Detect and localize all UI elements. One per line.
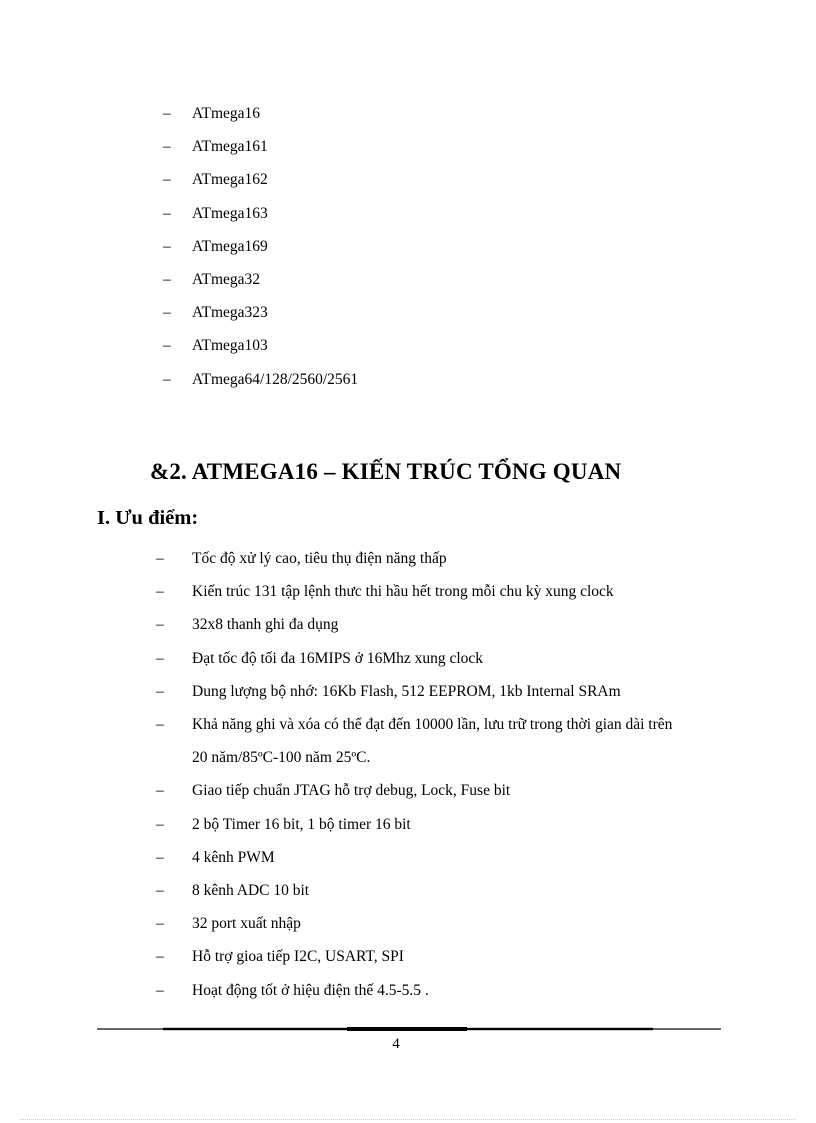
list-bullet-dash: – [156, 815, 164, 833]
list-item-text: ATmega323 [192, 304, 268, 322]
chip-model-item [0, 234, 816, 267]
list-bullet-dash: – [156, 981, 164, 999]
chip-model-item [0, 333, 816, 366]
list-item-text: 32x8 thanh ghi đa dụng [192, 616, 339, 634]
advantage-item [0, 542, 816, 575]
advantage-item [0, 841, 816, 874]
chip-model-item [0, 167, 816, 200]
list-bullet-dash: – [163, 171, 171, 189]
list-item-text: ATmega16 [192, 105, 261, 122]
list-item-text: ATmega64/128/2560/2561 [192, 370, 359, 388]
list-item-text: 32 port xuất nhập [192, 915, 301, 933]
chip-model-item [0, 300, 816, 333]
advantages-heading: I. Ưu điểm: [97, 507, 199, 529]
list-bullet-dash: – [163, 138, 171, 156]
advantage-item [0, 608, 816, 641]
list-item-text: Đạt tốc độ tối đa 16MIPS ở 16Mhz xung clock [192, 649, 484, 667]
list-item-text: ATmega169 [192, 237, 268, 255]
list-bullet-dash: – [156, 583, 164, 601]
list-item-text: ATmega162 [192, 171, 268, 189]
advantage-item [0, 708, 816, 774]
list-item-text: ATmega103 [192, 337, 268, 355]
advantage-item [0, 974, 816, 1007]
list-item-text: Hỗ trợ gioa tiếp I2C, USART, SPI [192, 948, 404, 966]
chip-model-item [0, 267, 816, 300]
list-bullet-dash: – [156, 716, 164, 734]
list-bullet-dash: – [156, 682, 164, 700]
advantage-item [0, 940, 816, 973]
page-edge-divider [20, 1119, 796, 1120]
list-bullet-dash: – [156, 649, 164, 667]
list-bullet-dash: – [156, 848, 164, 866]
page-number: 4 [392, 1036, 400, 1052]
section-title: &2. ATMEGA16 – KIẾN TRÚC TỔNG QUAN [150, 459, 622, 484]
chip-model-item [0, 367, 816, 400]
list-bullet-dash: – [163, 270, 171, 288]
list-bullet-dash: – [156, 882, 164, 900]
list-item-text: Kiến trúc 131 tập lệnh thưc thi hầu hết trong mỗi chu kỳ xung clock [192, 583, 614, 601]
list-item-text: 2 bộ Timer 16 bit, 1 bộ timer 16 bit [192, 815, 411, 833]
advantage-item [0, 774, 816, 807]
list-bullet-dash: – [156, 616, 164, 634]
list-item-text: Khả năng ghi và xóa có thể đạt đến 10000 lần, lưu trữ trong thời gian dài trên 20 năm/85ºC-100 năm 25ºC. [192, 716, 673, 767]
advantage-item [0, 808, 816, 841]
advantage-item [0, 874, 816, 907]
list-bullet-dash: – [156, 550, 164, 567]
list-item-text: Dung lượng bộ nhớ: 16Kb Flash, 512 EEPROM, 1kb Internal SRAm [192, 682, 621, 700]
list-bullet-dash: – [156, 948, 164, 966]
list-item-text: 8 kênh ADC 10 bit [192, 882, 310, 900]
list-bullet-dash: – [163, 337, 171, 355]
advantages-list [0, 542, 816, 1007]
list-item-text: ATmega161 [192, 138, 268, 156]
list-bullet-dash: – [163, 370, 171, 388]
list-item-text: 4 kênh PWM [192, 848, 275, 866]
chip-model-item [0, 134, 816, 167]
footer-rule [97, 1027, 721, 1031]
list-bullet-dash: – [156, 915, 164, 933]
advantage-item [0, 575, 816, 608]
advantage-item [0, 642, 816, 675]
list-item-text: Hoạt động tốt ở hiệu điện thế 4.5-5.5 . [192, 981, 429, 999]
list-item-text: ATmega32 [192, 270, 261, 288]
chip-model-item [0, 201, 816, 234]
list-bullet-dash: – [163, 237, 171, 255]
list-bullet-dash: – [163, 105, 171, 122]
chip-model-item [0, 101, 816, 134]
advantage-item [0, 907, 816, 940]
list-item-text: Giao tiếp chuẩn JTAG hỗ trợ debug, Lock, Fuse bit [192, 782, 511, 800]
list-item-text: Tốc độ xử lý cao, tiêu thụ điện năng thấp [192, 550, 447, 567]
list-item-text: ATmega163 [192, 204, 268, 222]
chip-model-list [0, 101, 816, 400]
footer-rule-center [347, 1027, 467, 1031]
list-bullet-dash: – [163, 304, 171, 322]
list-bullet-dash: – [163, 204, 171, 222]
advantage-item [0, 675, 816, 708]
list-bullet-dash: – [156, 782, 164, 800]
